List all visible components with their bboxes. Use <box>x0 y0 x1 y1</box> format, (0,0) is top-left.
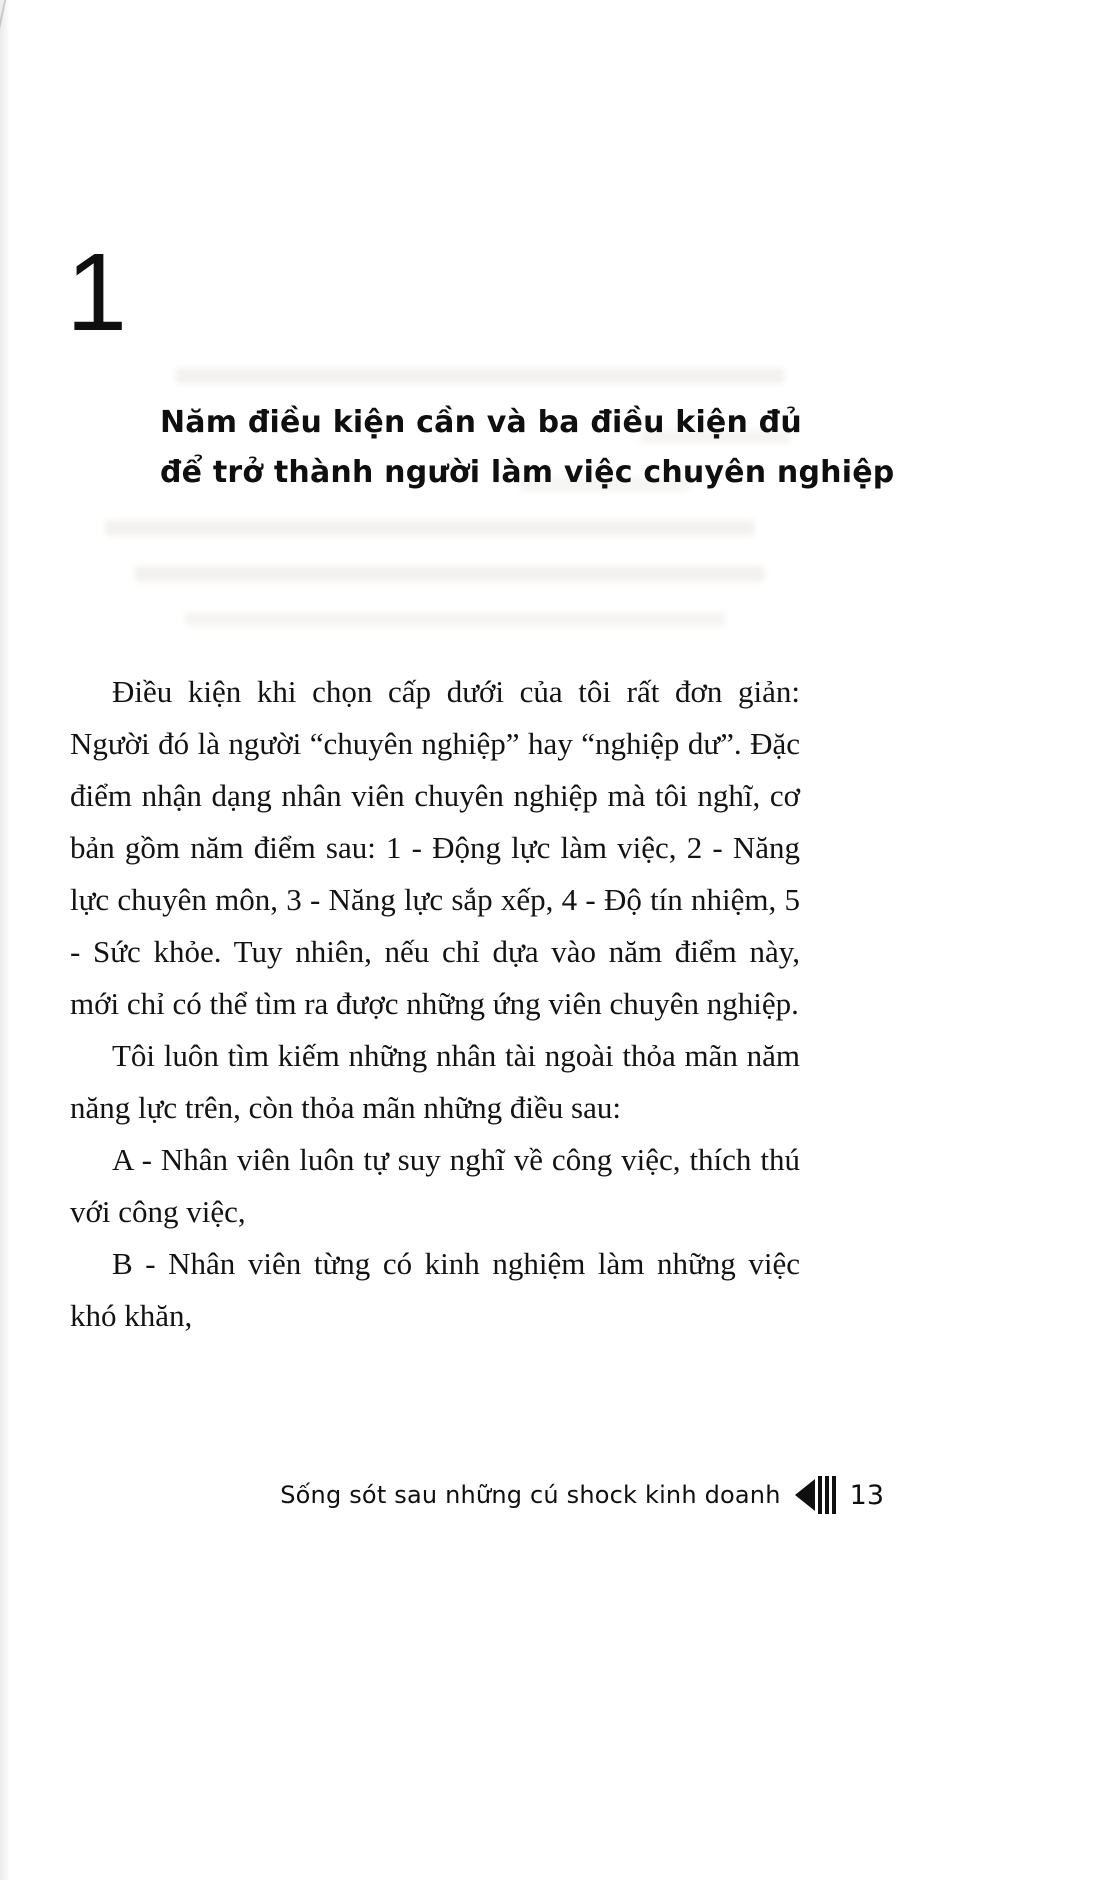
left-triangle-icon <box>795 1479 815 1511</box>
body-text <box>70 666 800 1342</box>
paragraph-condition-b: B - Nhân viên từng có kinh nghiệm làm những việc khó khăn, <box>70 1246 800 1333</box>
logo-bar <box>832 1476 836 1514</box>
bleed-through-artifact <box>135 566 765 582</box>
chapter-number: 1 <box>66 231 128 354</box>
paragraph-conditions: Điều kiện khi chọn cấp dưới của tôi rất đơn giản: Người đó là người “chuyên nghiệp” hay “nghiệp dư”. Đặc điểm nhận dạng nhân viên chuyên nghiệp mà tôi nghĩ, cơ bản gồm năm điểm sau: 1 - Động lực làm việc, 2 - Năng lực chuyên môn, 3 - Năng lực sắp xếp, 4 - Độ tín nhiệm, 5 - Sức khỏe. Tuy nhiên, nếu chỉ dựa vào năm điểm này, mới chỉ có thể tìm ra được những ứng viên chuyên nghiệp. <box>70 674 800 1021</box>
book-series-logo-icon <box>795 1476 836 1514</box>
paragraph-talent-search: Tôi luôn tìm kiếm những nhân tài ngoài thỏa mãn năm năng lực trên, còn thỏa mãn những điều sau: <box>70 1038 800 1125</box>
footer-book-title: Sống sót sau những cú shock kinh doanh <box>280 1481 781 1509</box>
logo-bar <box>825 1476 829 1514</box>
paragraph-condition-a: A - Nhân viên luôn tự suy nghĩ về công việc, thích thú với công việc, <box>70 1142 800 1229</box>
page-footer <box>280 1476 884 1514</box>
bleed-through-artifact <box>105 520 755 536</box>
logo-bar <box>818 1476 822 1514</box>
page-edge-shadow <box>0 0 14 1880</box>
bleed-through-artifact <box>185 612 725 626</box>
chapter-heading-line1: Năm điều kiện cần và ba điều kiện đủ <box>160 405 802 440</box>
page-number: 13 <box>849 1479 884 1511</box>
chapter-heading <box>160 398 894 498</box>
bleed-through-artifact <box>175 368 785 384</box>
chapter-heading-line2: để trở thành người làm việc chuyên nghiệp <box>160 455 895 490</box>
